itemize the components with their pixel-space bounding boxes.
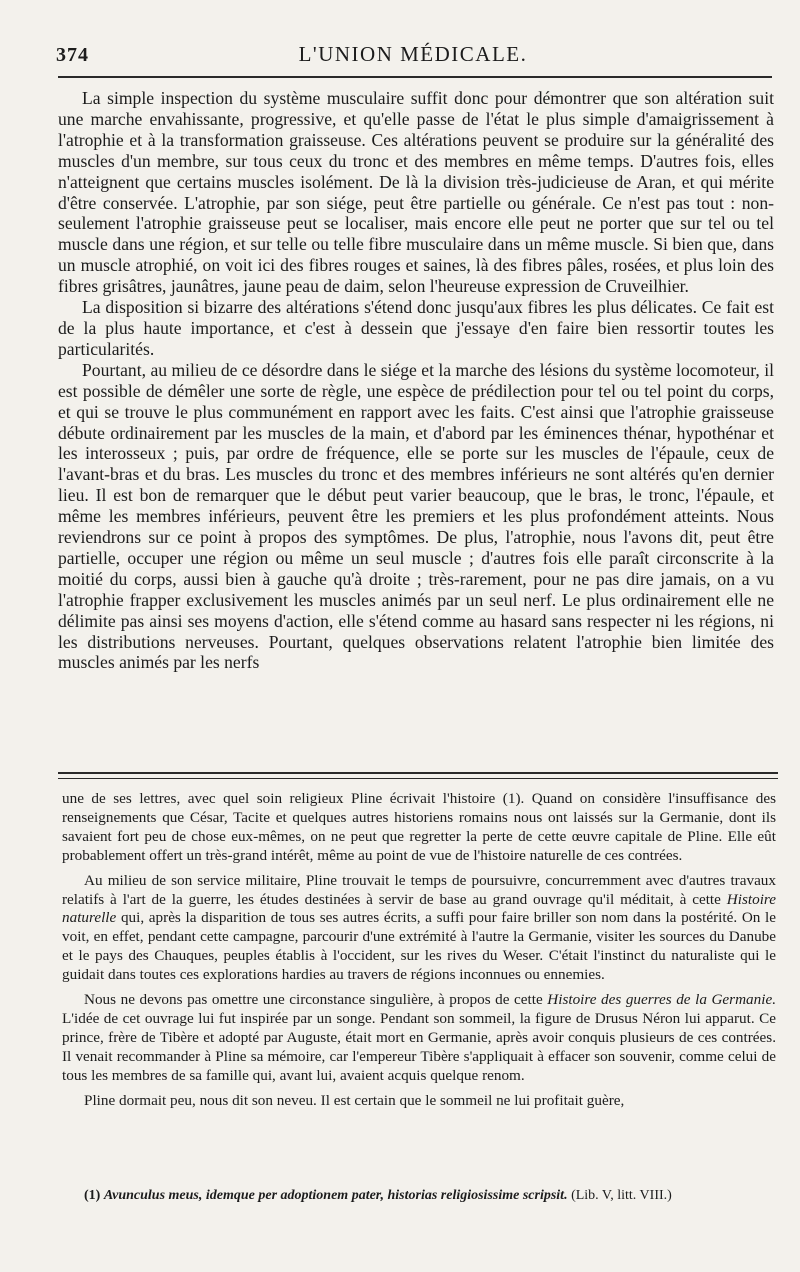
main-article-text <box>58 88 774 673</box>
work-title-histoire-naturelle: Histoire naturelle <box>62 890 776 927</box>
main-paragraph-1: La simple inspection du système musculaire suffit donc pour démontrer que son altération suit une marche envahissante, progressive, et qu'elle passe de l'état le plus simple d'amaigrissement à l'atrophie et à la transformation graisseuse. Ces altérations peuvent se produire sur la généralité des muscles d'un membre, sur tous ceux du tronc et des membres en même temps. D'autres fois, elles n'atteignent que certains muscles isolément. De là la division très-judicieuse de Aran, et qui mérite d'être conservée. L'atrophie, par son siége, peut être partielle ou générale. Ce n'est pas tout : non-seulement l'atrophie graisseuse peut se localiser, mais encore elle peut ne porter que sur tel ou tel muscle dans une région, et sur telle ou telle fibre musculaire dans un même muscle. Si bien que, dans un muscle atrophié, on voit ici des fibres rouges et saines, là des fibres pâles, rosées, et plus loin des fibres grisâtres, jaunâtres, jaune peau de daim, selon l'heureuse expression de Cruveilhier. <box>58 88 774 297</box>
feuilleton-text-run: qui, après la disparition de tous ses autres écrits, a suffi pour faire briller son nom dans la postérité. On le voit, en effet, pendant cette campagne, parcourir d'une extrémité à l'autre la Germanie, visiter les sources du Danube et le pays des Chauques, peuples établis à l'occident, sur les rives du Weser. C'était l'instinct du naturaliste qui le guidait dans toutes ces explorations hardies au travers de régions inconnues ou ennemies. <box>62 909 776 984</box>
work-title-guerres-germanie: Histoire des guerres de la Germanie. <box>547 991 776 1009</box>
footnote-marker: (1) <box>84 1188 101 1203</box>
footnote-reference: (Lib. V, litt. VIII.) <box>567 1188 672 1203</box>
footnote-latin-quote: Avunculus meus, idemque per adoptionem pater, historias religiosissime scripsit. <box>103 1188 568 1203</box>
feuilleton-paragraph-4: Pline dormait peu, nous dit son neveu. Il est certain que le sommeil ne lui profitait guère, <box>84 1091 625 1109</box>
feuilleton-separator-rule-thin <box>58 778 778 779</box>
feuilleton-paragraph-1: une de ses lettres, avec quel soin religieux Pline écrivait l'histoire (1). Quand on considère l'insuffisance des renseignements que César, Tacite et quelques autres historiens romains nous ont laissés sur la Germanie, dont ils savaient fort peu de chose eux-mêmes, on ne peut que regretter la perte de cette œuvre capitale de Pline. Elle eût probablement offert un très-grand intérêt, même au point de vue de l'histoire naturelle de ces contrées. <box>62 790 776 864</box>
running-title: L'UNION MÉDICALE. <box>298 42 528 66</box>
footnote-text <box>62 1188 776 1205</box>
feuilleton-text-run: Au milieu de son service militaire, Pline trouvait le temps de poursuivre, concurremment avec d'autres travaux relatifs à l'art de la guerre, les études destinées à servir de base au grand ouvrage qu'il méditait, à cette <box>62 871 776 908</box>
footnote <box>62 1188 776 1205</box>
feuilleton-separator-rule <box>58 772 778 774</box>
main-paragraph-3: Pourtant, au milieu de ce désordre dans le siége et la marche des lésions du système locomoteur, il est possible de démêler une sorte de règle, une espèce de prédilection pour tel ou tel point du corps, et qui se trouve le plus communément en rapport avec les faits. C'est ainsi que l'atrophie graisseuse débute ordinairement par les muscles de la main, et d'abord par les éminences thénar, hypothénar et les interosseux ; puis, par ordre de fréquence, elle se porte sur les muscles de l'épaule, ceux de l'avant-bras et du bras. Les muscles du tronc et des membres inférieurs ne sont altérés qu'en dernier lieu. Il est bon de remarquer que le début peut varier beaucoup, que le bras, le tronc, l'épaule, et même les membres inférieurs, peuvent être les premiers et les plus profondément atteints. Nous reviendrons sur ce point à propos des symptômes. De plus, l'atrophie, nous l'avons dit, peut être partielle, occuper une région ou même un seul muscle ; d'autres fois elle paraît circonscrite à la moitié du corps, aussi bien à gauche qu'à droite ; très-rarement, pour ne pas dire jamais, on a vu l'atrophie frapper exclusivement les muscles animés par un seul nerf. Le plus ordinairement elle ne délimite pas ainsi ses moyens d'action, elle s'étend comme au hasard sans respecter ni les régions, ni les distributions nerveuses. Pourtant, quelques observations relatent l'atrophie bien limitée des muscles animés par les nerfs <box>58 359 774 673</box>
feuilleton-text-run: L'idée de cet ouvrage lui fut inspirée par un songe. Pendant son sommeil, la figure de Drusus Néron lui apparut. Ce prince, frère de Tibère et adopté par Auguste, était mort en Germanie, après avoir conquis plusieurs de ces contrées. Il venait recommander à Pline sa mémoire, car l'empereur Tibère s'appliquait à effacer son souvenir, comme celui de tous les membres de sa famille qui, avant lui, avaient acquis quelque renom. <box>62 1009 776 1084</box>
main-paragraph-2: La disposition si bizarre des altérations s'étend donc jusqu'aux fibres les plus délicates. Ce fait est de la plus haute importance, et c'est à dessein que j'essaye d'en faire bien ressortir toutes les particularités. <box>58 297 774 359</box>
header-rule <box>58 76 772 78</box>
page-number: 374 <box>56 44 89 66</box>
feuilleton-paragraph-2 <box>62 872 776 985</box>
feuilleton-text <box>62 790 776 1111</box>
feuilleton-paragraph-3 <box>62 991 776 1086</box>
feuilleton-text-run: Nous ne devons pas omettre une circonstance singulière, à propos de cette <box>84 991 548 1009</box>
page-header <box>56 38 770 78</box>
